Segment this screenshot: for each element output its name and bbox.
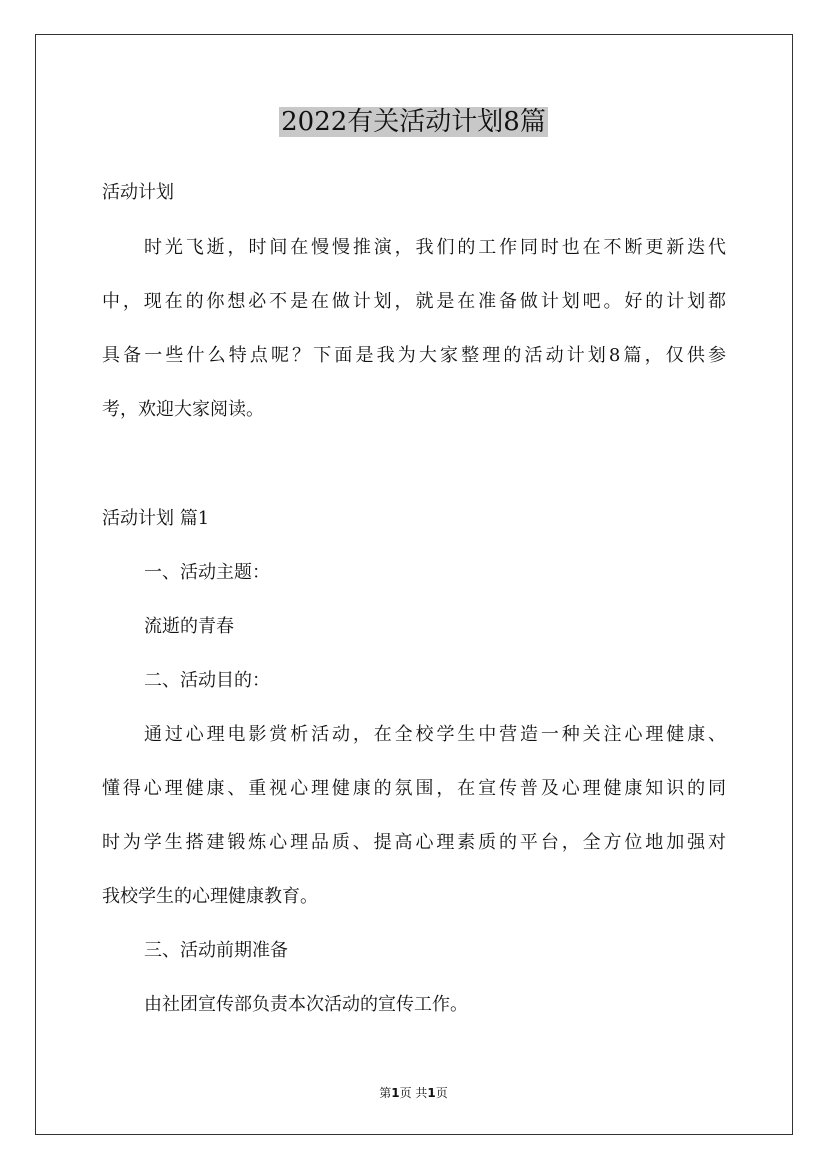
theme-heading: 一、活动主题： [144,562,270,583]
prep-heading: 三、活动前期准备 [144,940,288,961]
purpose-line-1: 通过心理电影赏析活动，在全校学生中营造一种关注心理健康、 [144,724,726,745]
section1-heading: 活动计划 篇1 [102,508,210,529]
purpose-line-2: 懂得心理健康、重视心理健康的氛围，在宣传普及心理健康知识的同 [102,778,726,799]
intro-line-2: 中，现在的你想必不是在做计划，就是在准备做计划吧。好的计划都 [102,291,726,312]
footer-suffix: 页 [435,1086,448,1100]
document-title [0,102,827,142]
intro-heading: 活动计划 [102,182,174,203]
footer-mid: 页 共 [399,1086,428,1100]
intro-line-3: 具备一些什么特点呢？下面是我为大家整理的活动计划8篇，仅供参 [102,345,726,366]
page-footer [0,1085,827,1101]
intro-line-1: 时光飞逝，时间在慢慢推演，我们的工作同时也在不断更新迭代 [144,237,726,258]
document-title-text: 2022有关活动计划8篇 [281,107,546,137]
purpose-line-4: 我校学生的心理健康教育。 [102,886,318,907]
prep-text: 由社团宣传部负责本次活动的宣传工作。 [144,994,468,1015]
purpose-heading: 二、活动目的： [144,670,270,691]
theme-text: 流逝的青春 [144,616,234,637]
footer-page-total: 1 [427,1086,436,1100]
intro-line-4: 考，欢迎大家阅读。 [102,399,264,420]
footer-page-current: 1 [391,1086,400,1100]
footer-prefix: 第 [379,1086,392,1100]
purpose-line-3: 时为学生搭建锻炼心理品质、提高心理素质的平台，全方位地加强对 [102,832,726,853]
